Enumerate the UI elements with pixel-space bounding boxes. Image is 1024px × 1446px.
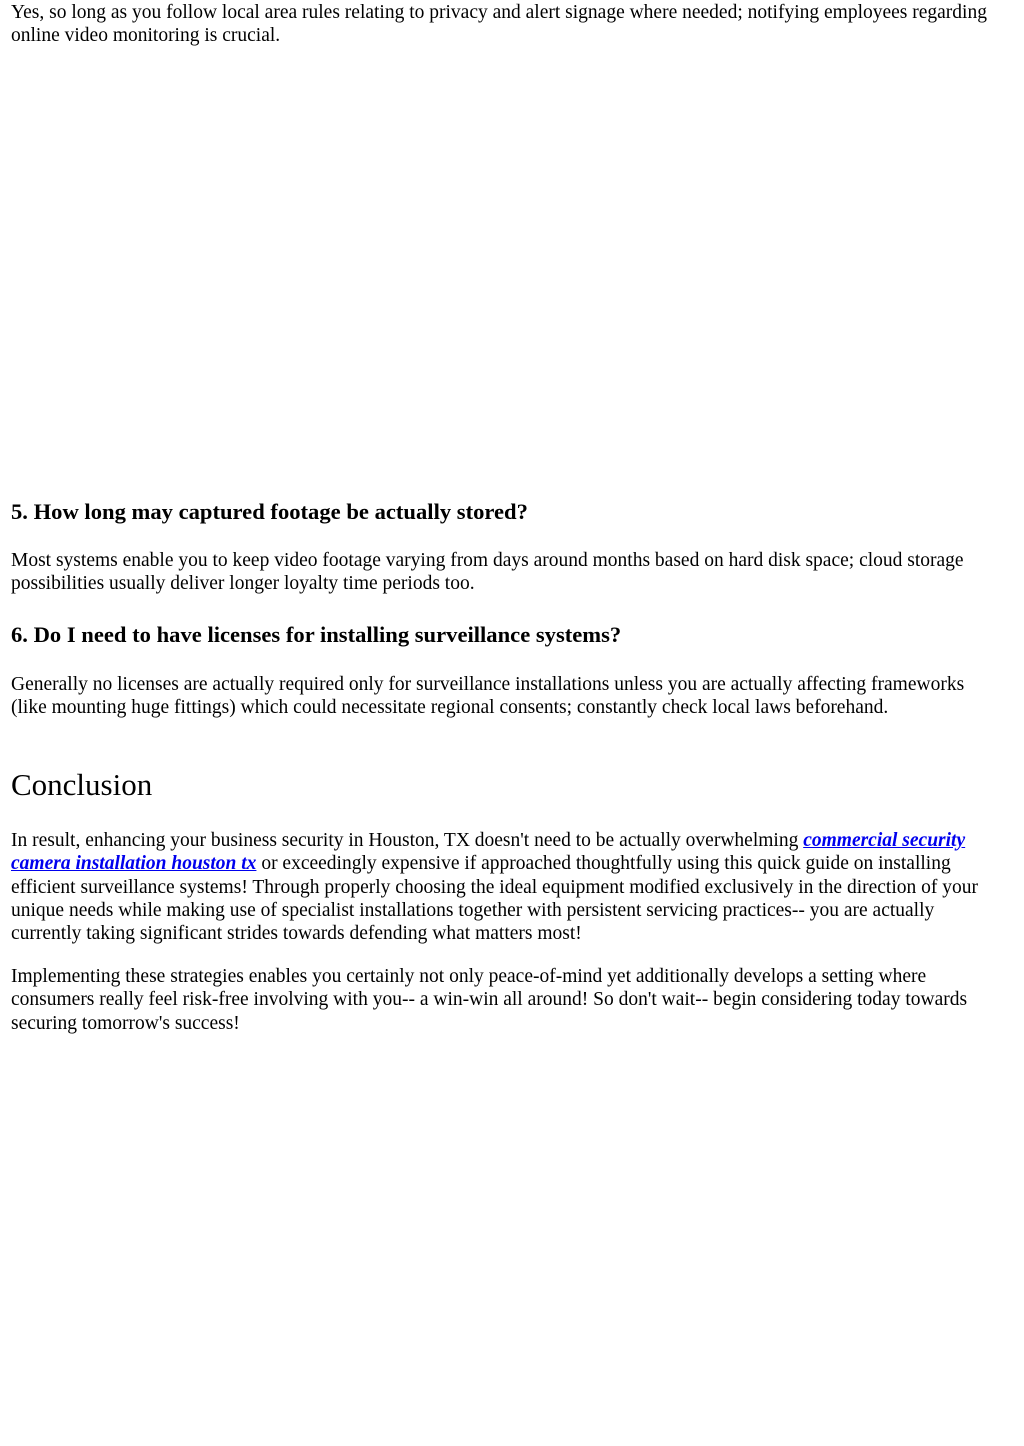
faq-question-5: 5. How long may captured footage be actually stored? xyxy=(11,499,528,524)
conclusion-text-before-link: In result, enhancing your business security in Houston, TX doesn't need to be actually overwhelming xyxy=(11,830,804,851)
commercial-security-camera-link[interactable]: commercial security camera installation houston tx xyxy=(11,830,966,875)
faq-answer-5: Most systems enable you to keep video footage varying from days around months based on hard disk space; cloud storage possibilities usually deliver longer loyalty time periods too. xyxy=(11,550,964,595)
faq-answer-privacy: Yes, so long as you follow local area rules relating to privacy and alert signage where needed; notifying employees regarding online video monitoring is crucial. xyxy=(11,2,987,47)
faq-answer-6: Generally no licenses are actually required only for surveillance installations unless you are actually affecting frameworks (like mounting huge fittings) which could necessitate regional consents; constantly check local laws beforehand. xyxy=(11,674,965,719)
conclusion-paragraph-1 xyxy=(11,829,1001,945)
conclusion-text-after-link: or exceedingly expensive if approached thoughtfully using this quick guide on installing efficient surveillance systems! Through properly choosing the ideal equipment modified exclusively in the direction of your unique needs while making use of specialist installations together with persistent servicing practices-- you are actually currently taking significant strides towards defending what matters most! xyxy=(11,853,978,945)
conclusion-heading: Conclusion xyxy=(11,767,153,802)
conclusion-paragraph-2: Implementing these strategies enables you certainly not only peace-of-mind yet additionally develops a setting where consumers really feel risk-free involving with you-- a win-win all around! So don't wait-- begin considering today towards securing tomorrow's success! xyxy=(11,966,968,1034)
faq-question-6: 6. Do I need to have licenses for installing surveillance systems? xyxy=(11,622,622,647)
